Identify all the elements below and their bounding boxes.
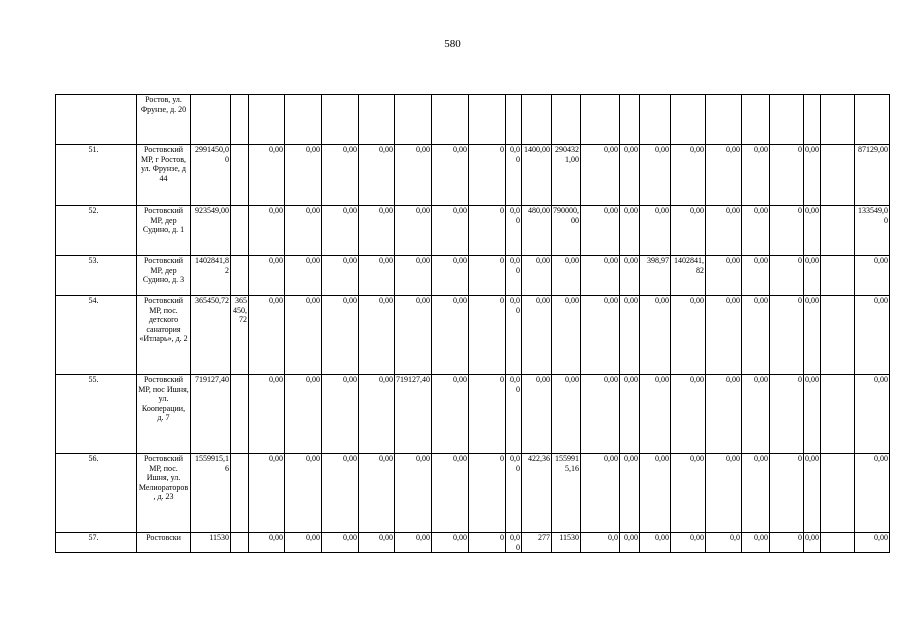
value-cell: 0 xyxy=(770,296,804,375)
value-cell: 0,00 xyxy=(620,206,640,256)
value-cell: 0,00 xyxy=(285,145,322,206)
value-cell: 0,00 xyxy=(804,533,821,553)
value-cell: 0,00 xyxy=(804,206,821,256)
value-cell: 0,00 xyxy=(249,256,285,296)
value-cell: 923549,00 xyxy=(191,206,231,256)
address-cell: Ростовский МР, пос. детского санатория «Итларь», д. 2 xyxy=(137,296,191,375)
value-cell xyxy=(231,454,249,533)
value-cell: 0,00 xyxy=(804,454,821,533)
value-cell xyxy=(231,256,249,296)
value-cell: 719127,40 xyxy=(191,375,231,454)
value-cell: 0 xyxy=(770,145,804,206)
value-cell: 277 xyxy=(522,533,552,553)
value-cell: 0,00 xyxy=(359,206,395,256)
value-cell: 0,00 xyxy=(395,206,432,256)
value-cell: 0,00 xyxy=(285,206,322,256)
value-cell: 0,00 xyxy=(581,256,620,296)
value-cell: 0,00 xyxy=(249,454,285,533)
value-cell: 0,00 xyxy=(742,256,770,296)
value-cell xyxy=(671,95,706,145)
value-cell xyxy=(855,95,890,145)
value-cell: 0,00 xyxy=(285,533,322,553)
value-cell: 0,00 xyxy=(804,296,821,375)
value-cell: 0,00 xyxy=(706,145,742,206)
value-cell: 0,00 xyxy=(432,256,469,296)
value-cell: 0 xyxy=(469,375,506,454)
value-cell: 0 xyxy=(770,454,804,533)
table-row xyxy=(56,533,890,553)
row-number: 54. xyxy=(56,296,137,375)
value-cell xyxy=(231,375,249,454)
value-cell: 365450,72 xyxy=(231,296,249,375)
row-number: 57. xyxy=(56,533,137,553)
value-cell: 0,00 xyxy=(620,533,640,553)
value-cell: 0,00 xyxy=(359,256,395,296)
value-cell: 0 xyxy=(469,533,506,553)
value-cell: 0,00 xyxy=(285,454,322,533)
address-cell: Ростовски xyxy=(137,533,191,553)
value-cell: 11530 xyxy=(552,533,581,553)
address-cell: Ростовский МР, дер Судино, д. 3 xyxy=(137,256,191,296)
value-cell: 2991450,00 xyxy=(191,145,231,206)
value-cell: 0 xyxy=(469,296,506,375)
value-cell: 0,00 xyxy=(640,533,671,553)
value-cell: 1559915,16 xyxy=(552,454,581,533)
value-cell: 0,00 xyxy=(804,375,821,454)
value-cell: 0 xyxy=(469,256,506,296)
value-cell: 0,00 xyxy=(855,533,890,553)
value-cell xyxy=(821,145,855,206)
value-cell: 0,00 xyxy=(506,454,522,533)
value-cell: 0,00 xyxy=(432,454,469,533)
row-number: 51. xyxy=(56,145,137,206)
value-cell: 790000,00 xyxy=(552,206,581,256)
value-cell: 0,00 xyxy=(742,375,770,454)
value-cell xyxy=(742,95,770,145)
value-cell: 0,0 xyxy=(581,533,620,553)
value-cell: 0,00 xyxy=(432,206,469,256)
value-cell: 0,00 xyxy=(522,375,552,454)
value-cell xyxy=(552,95,581,145)
value-cell: 0,00 xyxy=(322,533,359,553)
value-cell: 0,00 xyxy=(285,375,322,454)
value-cell: 0,00 xyxy=(249,533,285,553)
value-cell: 0,00 xyxy=(855,256,890,296)
value-cell: 0 xyxy=(770,206,804,256)
value-cell: 11530 xyxy=(191,533,231,553)
value-cell: 365450,72 xyxy=(191,296,231,375)
value-cell: 0,00 xyxy=(432,533,469,553)
address-cell: Ростовский МР, пос. Ишня, ул. Мелиораторов, д. 23 xyxy=(137,454,191,533)
value-cell: 0,00 xyxy=(249,296,285,375)
value-cell: 0 xyxy=(469,206,506,256)
row-number: 55. xyxy=(56,375,137,454)
value-cell: 719127,40 xyxy=(395,375,432,454)
address-cell: Ростовский МР, г Ростов, ул. Фрунзе, д 44 xyxy=(137,145,191,206)
value-cell: 0,00 xyxy=(671,454,706,533)
value-cell: 0,00 xyxy=(620,145,640,206)
value-cell xyxy=(821,375,855,454)
value-cell: 0,00 xyxy=(742,206,770,256)
address-cell: Ростов, ул. Фрунзе, д. 20 xyxy=(137,95,191,145)
value-cell: 0 xyxy=(770,256,804,296)
value-cell: 0,00 xyxy=(285,256,322,296)
value-cell: 0,00 xyxy=(322,206,359,256)
value-cell: 0 xyxy=(469,145,506,206)
value-cell: 0,00 xyxy=(395,145,432,206)
table-row xyxy=(56,375,890,454)
value-cell: 0,00 xyxy=(640,296,671,375)
value-cell: 0,00 xyxy=(322,296,359,375)
value-cell xyxy=(506,95,522,145)
value-cell xyxy=(322,95,359,145)
value-cell xyxy=(469,95,506,145)
row-number xyxy=(56,95,137,145)
value-cell: 480,00 xyxy=(522,206,552,256)
address-cell: Ростовский МР, пос Ишня, ул. Кооперации, д. 7 xyxy=(137,375,191,454)
value-cell: 0 xyxy=(469,454,506,533)
value-cell: 0,00 xyxy=(671,206,706,256)
value-cell: 0,00 xyxy=(432,145,469,206)
value-cell: 0,00 xyxy=(249,375,285,454)
value-cell xyxy=(821,206,855,256)
value-cell: 0,00 xyxy=(742,296,770,375)
value-cell: 1559915,16 xyxy=(191,454,231,533)
value-cell: 1402841,82 xyxy=(671,256,706,296)
value-cell: 0,00 xyxy=(322,256,359,296)
value-cell: 2904321,00 xyxy=(552,145,581,206)
value-cell: 0,00 xyxy=(581,296,620,375)
value-cell: 0,00 xyxy=(359,375,395,454)
value-cell xyxy=(231,145,249,206)
value-cell: 0,00 xyxy=(742,454,770,533)
value-cell: 0,00 xyxy=(506,375,522,454)
value-cell: 87129,00 xyxy=(855,145,890,206)
value-cell: 1402841,82 xyxy=(191,256,231,296)
value-cell: 0,00 xyxy=(552,296,581,375)
row-number: 53. xyxy=(56,256,137,296)
value-cell: 0,00 xyxy=(671,375,706,454)
value-cell: 0,00 xyxy=(552,375,581,454)
value-cell: 0 xyxy=(770,375,804,454)
value-cell xyxy=(804,95,821,145)
value-cell: 0,00 xyxy=(395,256,432,296)
value-cell xyxy=(620,95,640,145)
value-cell: 0,00 xyxy=(522,296,552,375)
value-cell xyxy=(581,95,620,145)
value-cell: 0,00 xyxy=(359,533,395,553)
value-cell: 0,00 xyxy=(706,375,742,454)
value-cell: 0,00 xyxy=(249,206,285,256)
table-row xyxy=(56,296,890,375)
value-cell: 0,00 xyxy=(640,454,671,533)
value-cell: 0,00 xyxy=(395,296,432,375)
value-cell: 1400,00 xyxy=(522,145,552,206)
value-cell: 0,00 xyxy=(804,145,821,206)
value-cell: 0,00 xyxy=(855,375,890,454)
value-cell: 133549,00 xyxy=(855,206,890,256)
value-cell: 0,00 xyxy=(855,296,890,375)
value-cell: 0,00 xyxy=(522,256,552,296)
value-cell: 0,00 xyxy=(855,454,890,533)
value-cell: 0,00 xyxy=(432,296,469,375)
value-cell xyxy=(231,95,249,145)
value-cell: 0,00 xyxy=(322,375,359,454)
value-cell: 0,00 xyxy=(322,454,359,533)
value-cell: 0,00 xyxy=(359,454,395,533)
value-cell: 0,00 xyxy=(359,145,395,206)
value-cell xyxy=(706,95,742,145)
value-cell: 0,00 xyxy=(506,296,522,375)
data-table xyxy=(55,94,890,553)
value-cell xyxy=(432,95,469,145)
value-cell: 0,00 xyxy=(640,206,671,256)
value-cell xyxy=(231,206,249,256)
value-cell: 0,00 xyxy=(395,454,432,533)
row-number: 56. xyxy=(56,454,137,533)
value-cell xyxy=(522,95,552,145)
value-cell: 0,00 xyxy=(322,145,359,206)
value-cell: 422,36 xyxy=(522,454,552,533)
value-cell: 0,0 xyxy=(706,533,742,553)
value-cell xyxy=(821,454,855,533)
value-cell xyxy=(770,95,804,145)
value-cell: 0,00 xyxy=(671,533,706,553)
value-cell: 0,00 xyxy=(671,296,706,375)
row-number: 52. xyxy=(56,206,137,256)
value-cell: 398,97 xyxy=(640,256,671,296)
value-cell: 0,00 xyxy=(620,296,640,375)
value-cell: 0,00 xyxy=(706,296,742,375)
value-cell: 0,00 xyxy=(249,145,285,206)
value-cell xyxy=(821,95,855,145)
value-cell: 0,00 xyxy=(742,533,770,553)
address-cell: Ростовский МР, дер Судино, д. 1 xyxy=(137,206,191,256)
value-cell: 0,00 xyxy=(285,296,322,375)
table-row xyxy=(56,95,890,145)
value-cell xyxy=(191,95,231,145)
value-cell xyxy=(395,95,432,145)
table-row xyxy=(56,454,890,533)
value-cell: 0,00 xyxy=(620,375,640,454)
page-number: 580 xyxy=(444,38,461,50)
value-cell xyxy=(821,296,855,375)
value-cell: 0,00 xyxy=(671,145,706,206)
value-cell xyxy=(640,95,671,145)
value-cell: 0,00 xyxy=(506,533,522,553)
value-cell: 0,00 xyxy=(706,454,742,533)
value-cell xyxy=(359,95,395,145)
value-cell: 0,00 xyxy=(359,296,395,375)
value-cell xyxy=(249,95,285,145)
value-cell: 0,00 xyxy=(640,375,671,454)
value-cell xyxy=(821,533,855,553)
value-cell: 0,00 xyxy=(581,206,620,256)
value-cell: 0,00 xyxy=(804,256,821,296)
value-cell xyxy=(821,256,855,296)
value-cell xyxy=(285,95,322,145)
value-cell: 0,00 xyxy=(581,375,620,454)
value-cell: 0,00 xyxy=(706,256,742,296)
value-cell: 0,00 xyxy=(581,454,620,533)
value-cell: 0,00 xyxy=(620,454,640,533)
table-row xyxy=(56,256,890,296)
value-cell xyxy=(231,533,249,553)
value-cell: 0,00 xyxy=(506,145,522,206)
value-cell: 0,00 xyxy=(706,206,742,256)
value-cell: 0,00 xyxy=(640,145,671,206)
value-cell: 0,00 xyxy=(395,533,432,553)
value-cell: 0,00 xyxy=(742,145,770,206)
value-cell: 0 xyxy=(770,533,804,553)
table-row xyxy=(56,145,890,206)
value-cell: 0,00 xyxy=(506,256,522,296)
value-cell: 0,00 xyxy=(552,256,581,296)
table-row xyxy=(56,206,890,256)
value-cell: 0,00 xyxy=(620,256,640,296)
value-cell: 0,00 xyxy=(581,145,620,206)
value-cell: 0,00 xyxy=(432,375,469,454)
value-cell: 0,00 xyxy=(506,206,522,256)
